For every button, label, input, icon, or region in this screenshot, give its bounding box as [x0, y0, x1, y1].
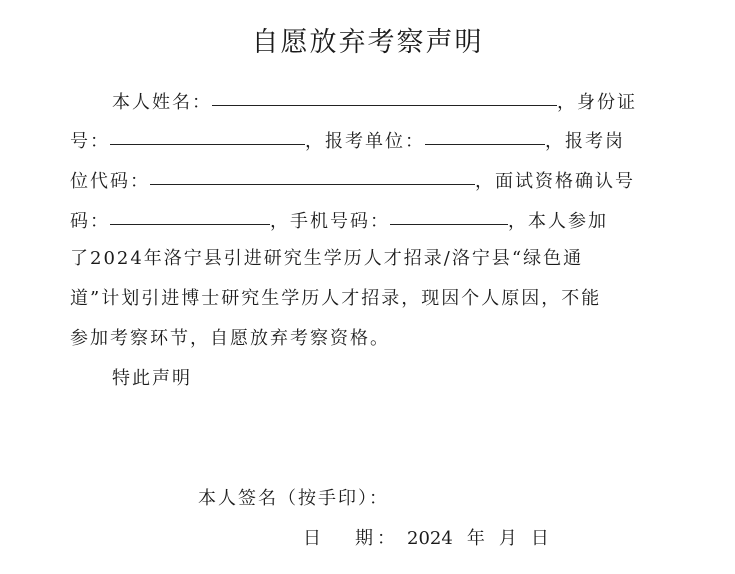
participate-text: ，本人参加 [508, 211, 608, 232]
position-code-label: 位代码： [70, 171, 150, 192]
date-line [303, 524, 549, 554]
signature-label: 本人签名（按手印）： [198, 488, 389, 509]
position-code-field[interactable] [150, 164, 475, 185]
body-line-6: 道”计划引进博士研究生学历人才招录，现因个人原因，不能 [70, 288, 602, 309]
date-label-period: 期： [355, 528, 399, 549]
unit-field[interactable] [425, 124, 545, 145]
unit-label: ，报考单位： [305, 131, 425, 152]
phone-field[interactable] [390, 204, 508, 225]
name-line [112, 85, 637, 115]
phone-line [70, 204, 608, 234]
position-line [70, 164, 635, 194]
date-month-unit: 月 [498, 528, 517, 549]
body-line-5: 了2024年洛宁县引进研究生学历人才招录/洛宁县“绿色通 [70, 248, 584, 269]
phone-label: ，手机号码： [270, 211, 390, 232]
confirm-number-field[interactable] [110, 204, 270, 225]
id-number-field[interactable] [110, 124, 305, 145]
date-year-unit: 年 [466, 528, 485, 549]
date-label-day: 日 [303, 528, 321, 549]
name-label: 本人姓名： [112, 92, 212, 113]
position-label: ，报考岗 [545, 131, 625, 152]
confirm-number-label: 码： [70, 211, 110, 232]
date-day-unit: 日 [530, 528, 549, 549]
body-line-7: 参加考察环节，自愿放弃考察资格。 [70, 328, 390, 349]
page-title: 自愿放弃考察声明 [251, 27, 484, 58]
id-number-label: ，身份证 [557, 92, 637, 113]
date-year: 2024 [407, 528, 453, 549]
id-number-label-cont: 号： [70, 131, 110, 152]
name-field[interactable] [212, 85, 557, 106]
declaration-text: 特此声明 [112, 368, 192, 389]
id-unit-line [70, 124, 625, 154]
interview-confirm-label: ，面试资格确认号 [475, 171, 635, 192]
